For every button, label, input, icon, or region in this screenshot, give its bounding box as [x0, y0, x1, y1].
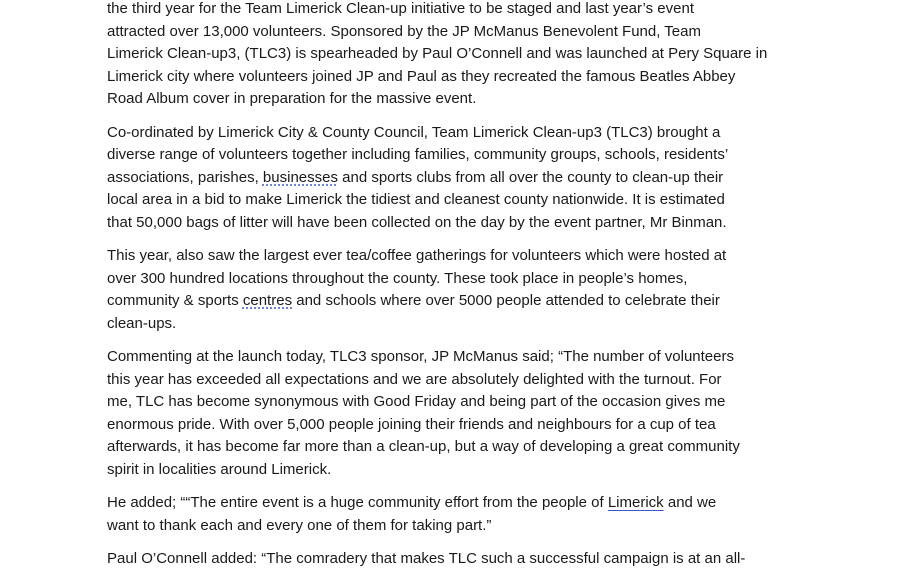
spelling-flagged-word[interactable]: businesses	[262, 168, 338, 186]
text-line	[107, 167, 797, 190]
text-segment: community & sports	[107, 292, 243, 309]
text-line: this year has exceeded all expectations and we are absolutely delighted with the turnout. For	[107, 370, 722, 388]
text-line: spirit in localities around Limerick.	[107, 460, 332, 478]
paragraph-added-quote	[107, 492, 797, 537]
text-line: clean-ups.	[107, 314, 177, 332]
text-line: Limerick Clean-up3, (TLC3) is spearheaded by Paul O’Connell and was launched at Pery Square in	[107, 45, 768, 62]
text-line: Co-ordinated by Limerick City & County Council, Team Limerick Clean-up3 (TLC3) brought a	[107, 123, 721, 141]
text-line: Limerick city where volunteers joined JP and Paul as they recreated the famous Beatles Abbey	[107, 67, 736, 85]
text-line: attracted over 13,000 volunteers. Sponsored by the JP McManus Benevolent Fund, Team	[107, 22, 701, 40]
grammar-flagged-word[interactable]: Limerick	[607, 494, 664, 511]
text-segment: associations, parishes,	[107, 168, 263, 186]
text-line: over 300 hundred locations throughout the county. These took place in people’s homes,	[107, 269, 688, 287]
text-segment: He added; ““The entire event is a huge community effort from the people of	[107, 494, 608, 511]
paragraph-sponsor-quote	[107, 346, 797, 481]
text-line: enormous pride. With over 5,000 people joining their friends and neighbours for a cup of tea	[107, 415, 716, 433]
text-line	[107, 492, 797, 515]
paragraph-intro	[107, 0, 797, 111]
text-segment: and schools where over 5000 people attended to celebrate their	[292, 292, 720, 309]
text-line: Paul O’Connell added: “The comradery that makes TLC such a successful campaign is at an all-	[107, 550, 746, 567]
document-page	[107, 0, 797, 582]
text-line: want to thank each and every one of them for taking part.”	[107, 516, 492, 534]
text-segment: and sports clubs from all over the county to clean-up their	[337, 168, 724, 186]
text-line: afterwards, it has become far more than a clean-up, but a way of developing a great community	[107, 438, 740, 455]
text-line: the third year for the Team Limerick Clean-up initiative to be staged and last year’s event	[107, 0, 694, 17]
text-line: Road Album cover in preparation for the massive event.	[107, 90, 477, 107]
text-line: This year, also saw the largest ever tea/coffee gatherings for volunteers which were hosted at	[107, 247, 727, 264]
text-line: me, TLC has become synonymous with Good Friday and being part of the occasion gives me	[107, 393, 726, 410]
paragraph-gatherings	[107, 245, 797, 335]
spelling-flagged-word[interactable]: centres	[242, 292, 293, 309]
text-segment: and we	[663, 494, 717, 511]
text-line: diverse range of volunteers together including families, community groups, schools, residents’	[107, 146, 729, 163]
text-line: local area in a bid to make Limerick the tidiest and cleanest county nationwide. It is estimated	[107, 191, 725, 208]
text-line	[107, 290, 797, 313]
paragraph-oconnell-quote	[107, 548, 797, 571]
paragraph-coordination	[107, 122, 797, 235]
text-line: that 50,000 bags of litter will have been collected on the day by the event partner, Mr Binman.	[107, 213, 727, 231]
text-line: Commenting at the launch today, TLC3 sponsor, JP McManus said; “The number of volunteers	[107, 348, 734, 365]
